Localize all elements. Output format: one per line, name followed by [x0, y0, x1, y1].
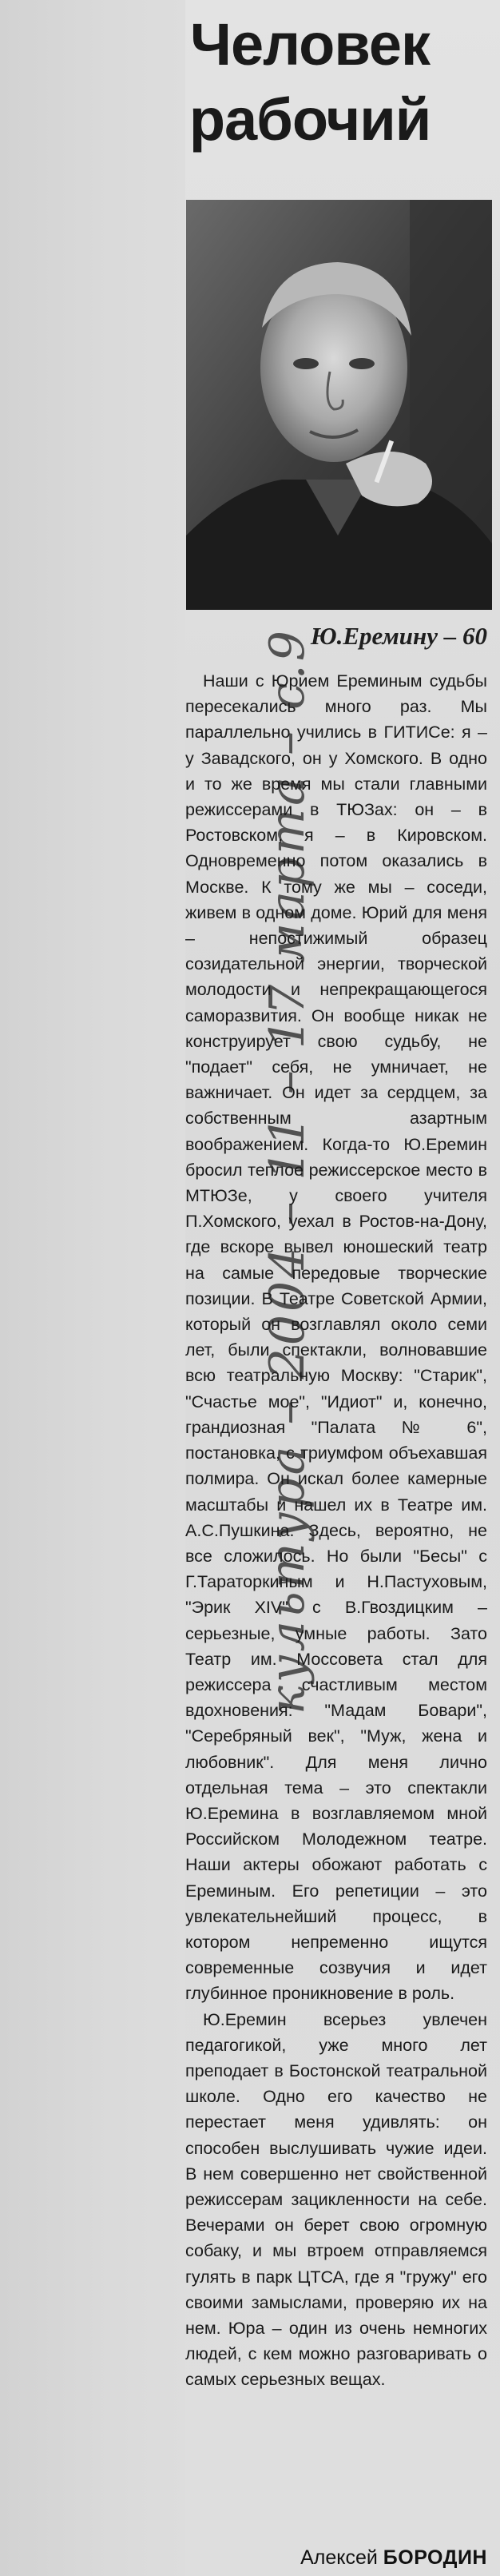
author-signature: [152, 2546, 487, 2570]
portrait-illustration: [186, 200, 492, 610]
portrait-photo: [186, 200, 492, 610]
article-paragraph: Наши с Юрием Ереминым судьбы пересекались много раз. Мы параллельно учились в ГИТИСе: я – у Завадского, он у Хомского. В одно и то же время мы стали главными режиссерами в ТЮЗах: он – в Ростовском, я – в Кировском. Одновременно потом оказались в Москве. К тому же мы – соседи, живем в одном доме. Юрий для меня – непостижимый образец созидательной энергии, творческой молодости и непрекращающегося саморазвития. Он вообще никак не конструирует свою судьбу, не "подает" себя, не умничает, не важничает. Он идет за сердцем, за собственным азартным воображением. Когда-то Ю.Еремин бросил теплое режиссерское место в МТЮЗе, у своего учителя П.Хомского, уехал в Ростов-на-Дону, где вскоре вывел юношеский театр на самые передовые творческие позиции. В Театре Советской Армии, который он возглавлял около семи лет, были спектакли, волновавшие всю театральную Москву: "Старик", "Счастье мое", "Идиот" и, конечно, грандиозная "Палата № 6", постановка, с триумфом объехавшая полмира. Он искал более камерные масштабы и нашел их в Театре им. А.С.Пушкина. Здесь, вероятно, не все сложилось. Но были "Бесы" с Г.Тараторкиным и Н.Пастуховым, "Эрик XIV" с В.Гвоздицким – серьезные, умные работы. Зато Театр им. Моссовета стал для режиссера счастливым местом вдохновения: "Мадам Бовари", "Серебряный век", "Муж, жена и любовник". Для меня лично отдельная тема – это спектакли Ю.Еремина в возглавляемом мной Российском Молодежном театре. Наши актеры обожают работать с Ереминым. Его репетиции – это увлекательнейший процесс, в котором непременно ищутся современные созвучия и идет глубинное проникновение в роль.: [185, 671, 487, 2004]
article-paragraph: Ю.Еремин всерьез увлечен педагогикой, уже много лет преподает в Бостонской театральной школе. Одно его качество не перестает меня удивлять: он способен выслушивать чужие идеи. В нем совершенно нет свойственной режиссерам зацикленности на себе. Вечерами он берет свою огромную собаку, и мы втроем отправляемся гулять в парк ЦТСА, где я "гружу" его своими замыслами, проверяю их на нем. Юра – один из очень немногих людей, с кем можно разговаривать о самых серьезных вещах.: [185, 2009, 487, 2390]
article-body: [185, 668, 487, 2393]
photo-caption: Ю.Еремину – 60: [310, 622, 487, 650]
author-last-name: БОРОДИН: [383, 2546, 487, 2569]
handwritten-note-text: культура – 2004 – 11 – 17 марта – с.9: [260, 627, 315, 1714]
headline-line-2: рабочий: [188, 86, 431, 153]
headline-line-1: Человек: [189, 11, 431, 78]
left-margin: [0, 0, 185, 2576]
author-first-name: Алексей: [300, 2546, 378, 2569]
